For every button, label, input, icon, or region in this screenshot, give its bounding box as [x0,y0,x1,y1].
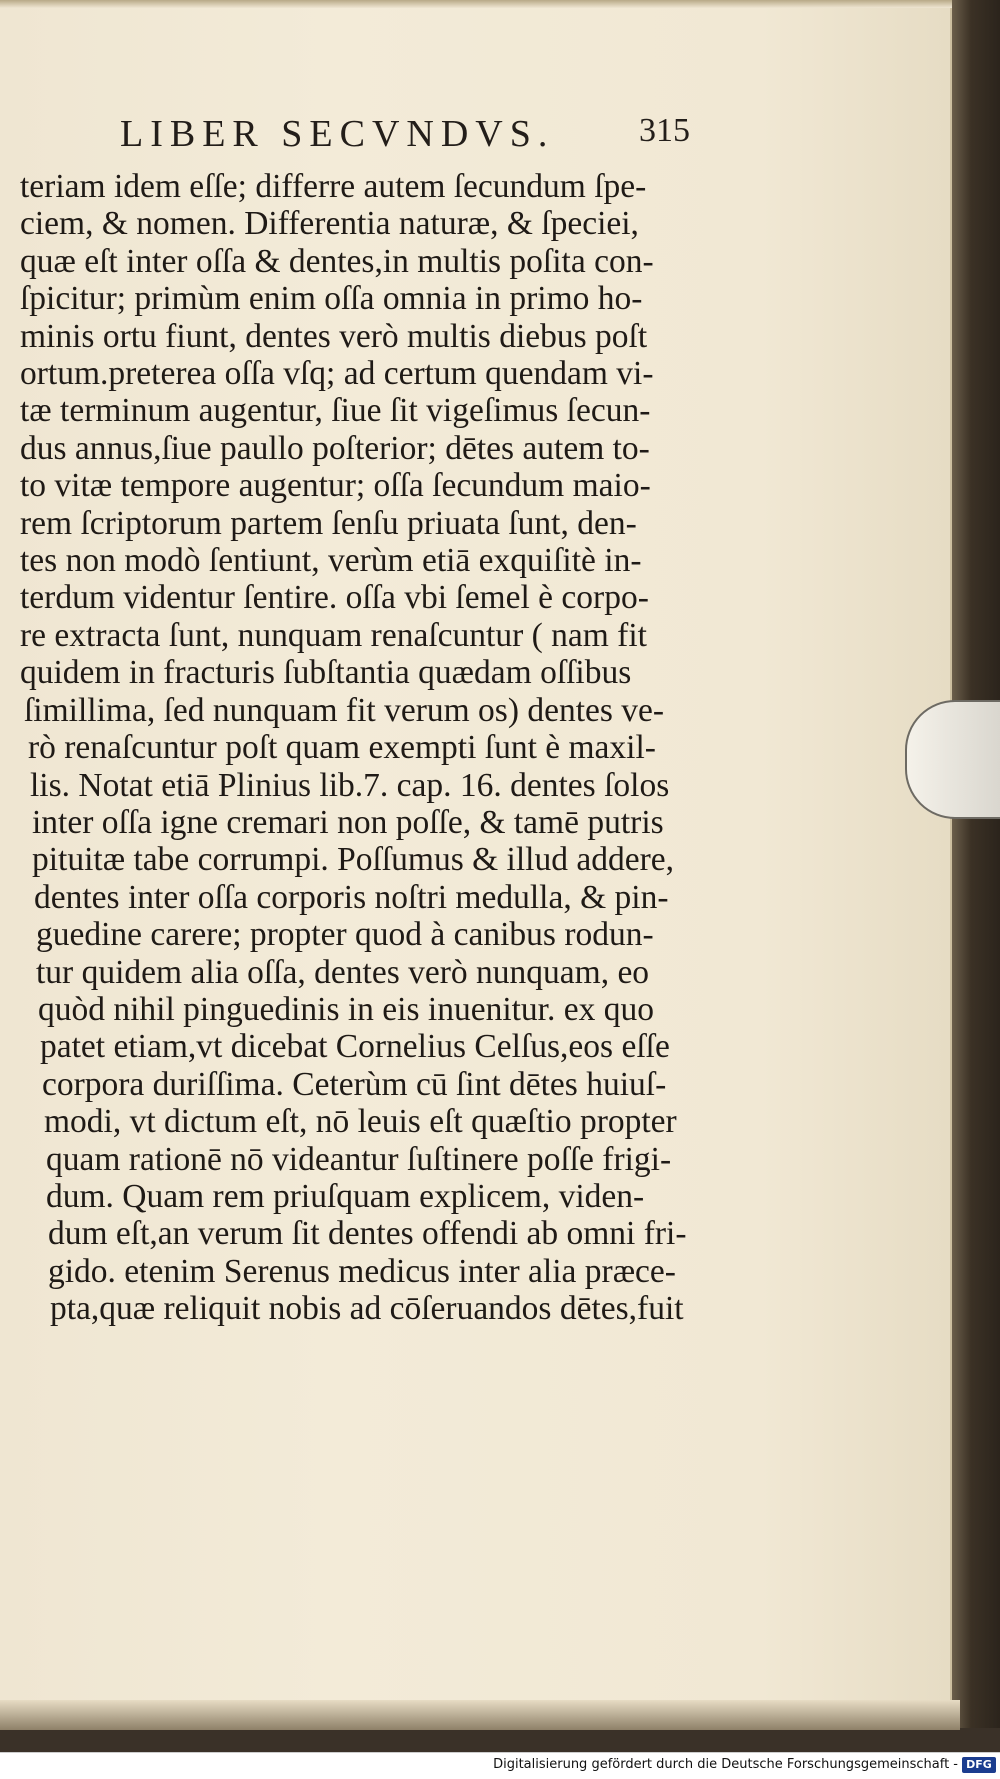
page-number: 315 [639,112,690,149]
page-top-edge [0,0,952,8]
text-line: gido. etenim Serenus medicus inter alia præce- [48,1252,676,1290]
text-line: corpora duriſſima. Ceterùm cū ſint dētes huiuſ- [42,1065,667,1103]
page-clip-tab [905,700,1000,819]
body-text [20,168,710,1328]
text-line: minis ortu fiunt, dentes verò multis diebus poſt [20,317,648,355]
running-title: LIBER SECVNDVS. [120,113,555,155]
text-line: rò renaſcuntur poſt quam exempti ſunt è maxil- [28,729,656,767]
dfg-logo: DFG [962,1757,996,1773]
digitization-credit: Digitalisierung gefördert durch die Deutsche Forschungsgemeinschaft - [493,1757,958,1772]
text-line: pta,quæ reliquit nobis ad cōſeruandos dētes,fuit [50,1290,684,1328]
text-line: dus annus,ſiue paullo poſterior; dētes autem to- [20,429,650,467]
text-line: terdum videntur ſentire. oſſa vbi ſemel è corpo- [20,579,649,617]
page-header [120,112,690,160]
text-line: rem ſcriptorum partem ſenſu priuata ſunt, den- [20,504,637,542]
text-line: dum. Quam rem priuſquam explicem, viden- [46,1177,645,1215]
text-line: patet etiam,vt dicebat Cornelius Celſus,eos eſſe [40,1028,670,1066]
text-line: ciem, & nomen. Differentia naturæ, & ſpeciei, [20,205,639,243]
text-line: quòd nihil pinguedinis in eis inuenitur. ex quo [38,990,654,1028]
text-line: pituitæ tabe corrumpi. Poſſumus & illud addere, [32,841,674,879]
text-line: ſpicitur; primùm enim oſſa omnia in primo ho- [20,280,643,318]
text-line: lis. Notat etiā Plinius lib.7. cap. 16. dentes ſolos [30,766,670,804]
text-line: modi, vt dictum eſt, nō leuis eſt quæſtio propter [44,1103,677,1141]
text-line: quam rationē nō videantur ſuſtinere poſſe frigi- [46,1140,672,1178]
text-line: ſimillima, ſed nunquam fit verum os) dentes ve- [24,691,665,729]
text-line: re extracta ſunt, nunquam renaſcuntur ( nam fit [20,616,647,654]
page-bottom-edge [0,1700,960,1730]
text-line: tur quidem alia oſſa, dentes verò nunquam, eo [36,953,650,991]
text-line: dentes inter oſſa corporis noſtri medulla, & pin- [34,878,669,916]
text-line: dum eſt,an verum ſit dentes offendi ab omni fri- [48,1215,687,1253]
text-line: tæ terminum augentur, ſiue ſit vigeſimus ſecun- [20,392,651,430]
text-line: quidem in fracturis ſubſtantia quædam oſſibus [20,654,632,692]
book-spine-edge [952,0,1000,1728]
text-line: guedine carere; propter quod à canibus rodun- [36,916,654,954]
text-line: ortum.preterea oſſa vſq; ad certum quendam vi- [20,355,654,393]
text-line: quæ eſt inter oſſa & dentes,in multis poſita con- [20,242,654,280]
text-line: to vitæ tempore augentur; oſſa ſecundum maio- [20,467,651,505]
text-line: tes non modò ſentiunt, verùm etiā exquiſitè in- [20,542,642,580]
footer-bar [0,1752,1000,1779]
text-line: inter oſſa igne cremari non poſſe, & tamē putris [32,803,664,841]
text-line: teriam idem eſſe; differre autem ſecundum ſpe- [20,168,647,205]
